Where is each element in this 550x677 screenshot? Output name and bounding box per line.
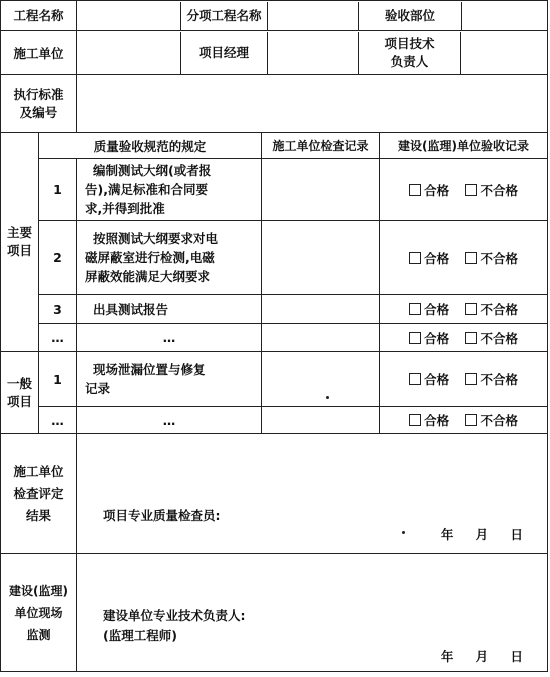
checkbox-icon[interactable] — [409, 373, 421, 385]
construction-unit-label: 施工单位 — [1, 31, 77, 75]
pass-option[interactable]: 合格 — [409, 181, 449, 199]
checkbox-icon[interactable] — [409, 303, 421, 315]
acceptance-part-label: 验收部位 — [359, 2, 462, 30]
table-row — [1, 159, 548, 221]
construction-result-label: 施工单位 检查评定 结果 — [1, 434, 77, 554]
pass-option[interactable]: 合格 — [409, 329, 449, 347]
supervision-check-options — [380, 407, 548, 434]
project-manager-label: 项目经理 — [181, 32, 268, 74]
checkbox-icon[interactable] — [465, 332, 477, 344]
subproject-name-label: 分项工程名称 — [181, 2, 268, 30]
construction-check-record[interactable] — [262, 352, 380, 407]
construction-check-record[interactable] — [262, 407, 380, 434]
tech-lead-signature-label: 建设单位专业技术负责人: — [103, 608, 246, 623]
item-number: 2 — [39, 221, 77, 295]
checkbox-icon[interactable] — [409, 414, 421, 426]
supervision-engineer-label: (监理工程师) — [103, 628, 177, 643]
tech-lead-value[interactable] — [461, 32, 547, 74]
col-supervision-check-header: 建设(监理)单位验收记录 — [380, 133, 548, 159]
table-row — [1, 295, 548, 324]
general-items-label: 一般 项目 — [1, 352, 39, 434]
main-items-label: 主要 项目 — [1, 133, 39, 352]
checkbox-icon[interactable] — [465, 184, 477, 196]
pass-option[interactable]: 合格 — [409, 411, 449, 429]
standard-value[interactable] — [77, 75, 548, 133]
project-name-label: 工程名称 — [13, 7, 64, 23]
supervision-check-options — [380, 324, 548, 352]
project-name-value[interactable] — [77, 2, 181, 30]
standard-label: 执行标准 及编号 — [1, 75, 77, 133]
col-construction-check-header: 施工单位检查记录 — [262, 133, 380, 159]
acceptance-part-value[interactable] — [462, 2, 547, 30]
col-spec-header: 质量验收规范的规定 — [39, 133, 262, 159]
fail-option[interactable]: 不合格 — [465, 411, 518, 429]
fail-option[interactable]: 不合格 — [465, 181, 518, 199]
fail-option[interactable]: 不合格 — [465, 370, 518, 388]
construction-result-date: 年 月 日 — [440, 527, 524, 542]
item-number: … — [39, 324, 77, 352]
pass-option[interactable]: 合格 — [409, 249, 449, 267]
supervision-result-date: 年 月 日 — [440, 649, 524, 664]
supervision-result-area[interactable] — [77, 554, 548, 672]
checkbox-icon[interactable] — [409, 332, 421, 344]
pass-option[interactable]: 合格 — [409, 370, 449, 388]
construction-check-record[interactable] — [262, 295, 380, 324]
item-number: … — [39, 407, 77, 434]
item-requirement: 编制测试大纲(或者报 告),满足标准和合同要 求,并得到批准 — [77, 159, 262, 221]
construction-unit-value[interactable] — [77, 32, 181, 74]
table-row — [1, 352, 548, 407]
ink-dot — [326, 396, 329, 399]
item-requirement: 出具测试报告 — [77, 295, 262, 324]
construction-check-record[interactable] — [262, 159, 380, 221]
item-requirement: 按照测试大纲要求对电 磁屏蔽室进行检测,电磁 屏蔽效能满足大纲要求 — [77, 221, 262, 295]
checkbox-icon[interactable] — [409, 184, 421, 196]
checkbox-icon[interactable] — [465, 303, 477, 315]
item-requirement: … — [77, 324, 262, 352]
construction-result-area[interactable] — [77, 434, 548, 554]
item-requirement: 现场泄漏位置与修复 记录 — [77, 352, 262, 407]
ink-dot — [402, 531, 405, 534]
construction-check-record[interactable] — [262, 324, 380, 352]
supervision-result-label: 建设(监理) 单位现场 监测 — [1, 554, 77, 672]
checkbox-icon[interactable] — [465, 373, 477, 385]
construction-check-record[interactable] — [262, 221, 380, 295]
item-number: 1 — [39, 352, 77, 407]
supervision-check-options — [380, 295, 548, 324]
checkbox-icon[interactable] — [409, 252, 421, 264]
supervision-check-options — [380, 159, 548, 221]
table-row — [1, 407, 548, 434]
item-number: 3 — [39, 295, 77, 324]
fail-option[interactable]: 不合格 — [465, 249, 518, 267]
fail-option[interactable]: 不合格 — [465, 300, 518, 318]
tech-lead-label: 项目技术 负责人 — [359, 32, 461, 74]
checkbox-icon[interactable] — [465, 252, 477, 264]
supervision-check-options — [380, 352, 548, 407]
project-manager-value[interactable] — [268, 32, 359, 74]
table-row — [1, 324, 548, 352]
subproject-name-value[interactable] — [268, 2, 359, 30]
item-number: 1 — [39, 159, 77, 221]
fail-option[interactable]: 不合格 — [465, 329, 518, 347]
table-row — [1, 221, 548, 295]
supervision-check-options — [380, 221, 548, 295]
item-requirement: … — [77, 407, 262, 434]
pass-option[interactable]: 合格 — [409, 300, 449, 318]
checkbox-icon[interactable] — [465, 414, 477, 426]
quality-inspector-label: 项目专业质量检查员: — [103, 508, 221, 523]
